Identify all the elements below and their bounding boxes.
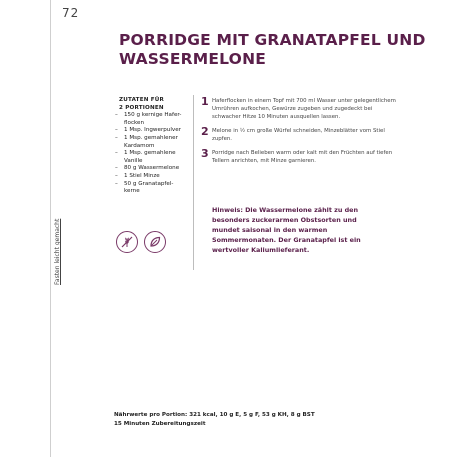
column-divider (193, 95, 194, 270)
chapter-side-label: Fasten leicht gemacht (54, 218, 61, 285)
ingredient-item (115, 181, 193, 196)
ingredient-line2: Vanille (124, 157, 143, 164)
step-number: 3 (201, 147, 209, 160)
list-dash: – (115, 172, 118, 179)
ingredients-list (115, 97, 193, 196)
ingredient-item (115, 150, 193, 165)
page-number: 72 (62, 6, 80, 20)
ingredients-header-line2: 2 PORTIONEN (119, 104, 164, 111)
ingredient-item (115, 165, 193, 173)
step-text: Melone in ½ cm große Würfel schneiden, Minzeblätter vom Stiel zupfen. (212, 128, 385, 142)
ingredient-line1: 1 Stiel Minze (124, 172, 160, 179)
list-dash: – (115, 165, 118, 172)
ingredient-line2: flocken (124, 119, 145, 126)
step-item (201, 127, 401, 143)
ingredient-line1: 80 g Wassermelone (124, 165, 180, 172)
prep-time: 15 Minuten Zubereitungszeit (114, 420, 206, 427)
ingredient-line2: kerne (124, 188, 140, 195)
ingredient-item (115, 135, 193, 150)
step-number: 2 (201, 125, 209, 138)
gluten-free-icon (116, 231, 138, 253)
list-dash: – (115, 134, 118, 141)
nutrition-facts: Nährwerte pro Portion: 321 kcal, 10 g E, 5 g F, 53 g KH, 8 g BST (114, 412, 315, 418)
preparation-steps (201, 97, 401, 171)
step-text: Haferflocken in einem Topf mit 700 ml Wasser unter gelegentlichem Umrühren aufkochen, Gewürze zugeben und zugedeckt bei schwacher Hitze 10 Minuten ausquellen lassen. (212, 98, 396, 120)
list-dash: – (115, 112, 118, 119)
ingredient-item (115, 127, 193, 135)
ingredient-line2: Kardamom (124, 142, 155, 149)
vegan-leaf-icon (144, 231, 166, 253)
step-number: 1 (201, 95, 209, 108)
ingredient-item (115, 173, 193, 181)
ingredients-header-line1: ZUTATEN FÜR (119, 97, 165, 103)
recipe-title: PORRIDGE MIT GRANATAPFEL UND WASSERMELONE (119, 31, 426, 68)
list-dash: – (115, 180, 118, 187)
ingredient-line1: 50 g Granatapfel- (124, 180, 174, 187)
diet-icons (116, 231, 166, 253)
side-label-wrap (50, 205, 64, 285)
ingredient-line1: 1 Msp. Ingwerpulver (124, 127, 181, 134)
ingredient-line1: 1 Msp. gemahlene (124, 150, 176, 157)
step-item (201, 97, 401, 121)
ingredient-line1: 150 g kernige Hafer- (124, 112, 182, 119)
list-dash: – (115, 150, 118, 157)
step-item (201, 149, 401, 165)
step-text: Porridge nach Belieben warm oder kalt mit den Früchten auf tiefen Tellern anrichten, mit Minze garnieren. (212, 150, 393, 164)
hint-note: Hinweis: Die Wassermelone zählt zu den besonders zuckerarmen Obstsorten und mundet saisonal in den warmen Sommermonaten. Der Granatapfel ist ein wertvoller Kaliumlieferant. (212, 206, 361, 254)
ingredient-item (115, 112, 193, 127)
list-dash: – (115, 127, 118, 134)
ingredient-line1: 1 Msp. gemahlener (124, 134, 178, 141)
nutrition-footer (114, 411, 414, 428)
